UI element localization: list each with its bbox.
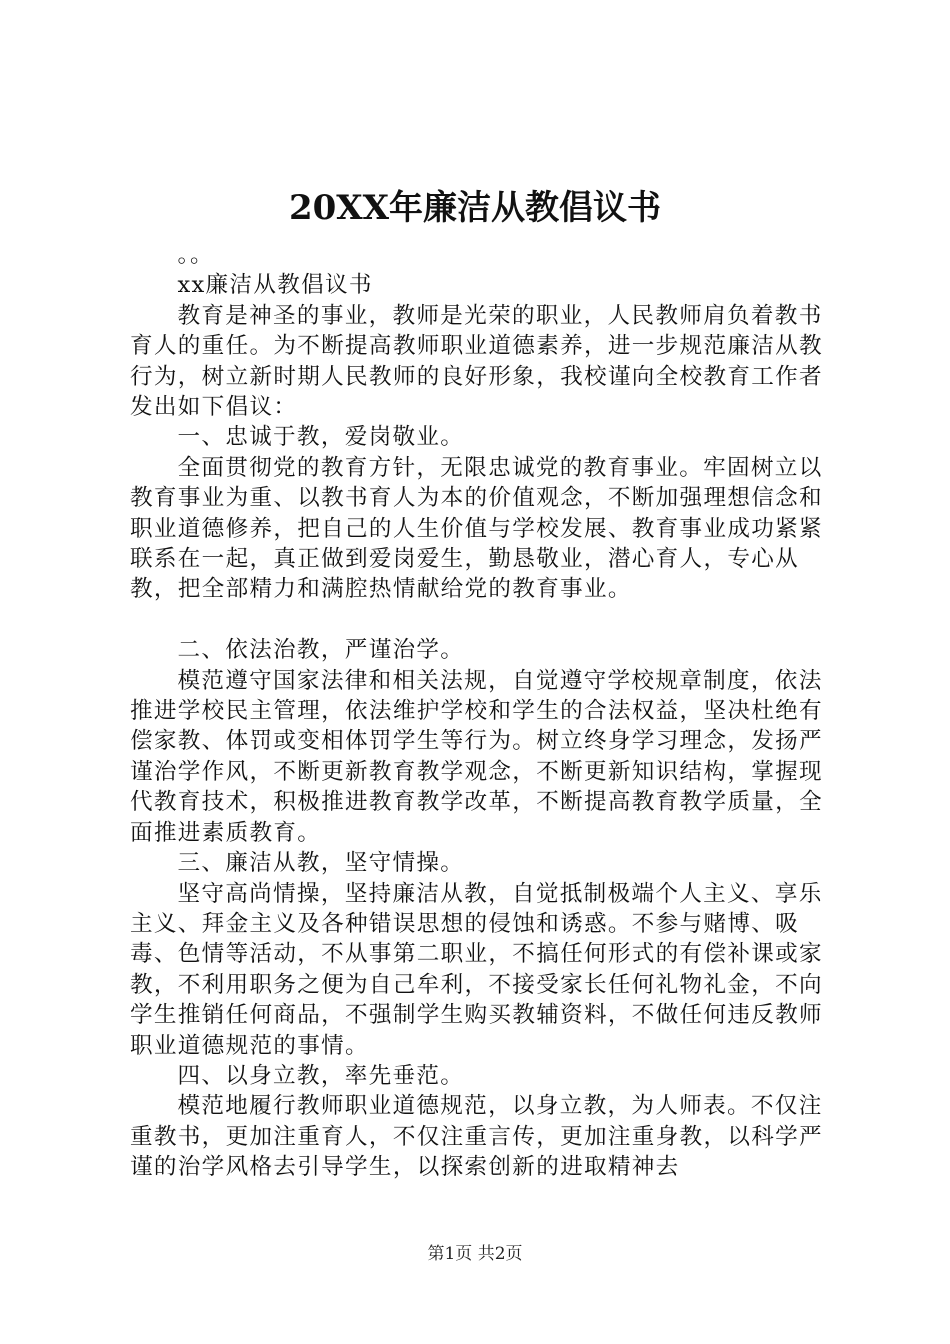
- paragraph-marks: 。。: [177, 242, 214, 268]
- document-body: [130, 240, 840, 1183]
- section-body-2: 模范遵守国家法律和相关法规，自觉遵守学校规章制度，依法推进学校民主管理，依法维护学校和学生的合法权益，坚决杜绝有偿家教、体罚或变相体罚学生等行为。树立终身学习理念，发扬严谨治学作风，不断更新教育教学观念，不断更新知识结构，掌握现代教育技术，积极推进教育教学改革，不断提高教育教学质量，全面推进素质教育。: [130, 667, 823, 846]
- document-title: 20XX年廉洁从教倡议书: [288, 188, 662, 228]
- page-footer: 第1页 共2页: [427, 1244, 523, 1264]
- section-body-3: 坚守高尚情操，坚持廉洁从教，自觉抵制极端个人主义、享乐主义、拜金主义及各种错误思想的侵蚀和诱惑。不参与赌博、吸毒、色情等活动，不从事第二职业，不搞任何形式的有偿补课或家教，不利用职务之便为自己牟利，不接受家长任何礼物礼金，不向学生推销任何商品，不强制学生购买教辅资料，不做任何违反教师职业道德规范的事情。: [130, 880, 823, 1059]
- section-body-1: 全面贯彻党的教育方针，无限忠诚党的教育事业。牢固树立以教育事业为重、以教书育人为本的价值观念，不断加强理想信念和职业道德修养，把自己的人生价值与学校发展、教育事业成功紧紧联系在一起，真正做到爱岗爱生，勤恳敬业，潜心育人，专心从教，把全部精力和满腔热情献给党的教育事业。: [130, 454, 823, 603]
- section-heading-3: 三、廉洁从教，坚守情操。: [177, 850, 465, 877]
- section-body-4: 模范地履行教师职业道德规范，以身立教，为人师表。不仅注重教书，更加注重育人，不仅注重言传，更加注重身教，以科学严谨的治学风格去引导学生，以探索创新的进取精神去: [130, 1093, 823, 1181]
- section-heading-1: 一、忠诚于教，爱岗敬业。: [177, 424, 465, 451]
- section-heading-4: 四、以身立教，率先垂范。: [177, 1062, 465, 1089]
- paragraph-subtitle: xx廉洁从教倡议书: [177, 272, 373, 299]
- paragraph-intro: 教育是神圣的事业，教师是光荣的职业，人民教师肩负着教书育人的重任。为不断提高教师职业道德素养，进一步规范廉洁从教行为，树立新时期人民教师的良好形象，我校谨向全校教育工作者发出如下倡议：: [130, 302, 823, 421]
- blank-line: [130, 605, 840, 635]
- section-heading-2: 二、依法治教，严谨治学。: [177, 637, 465, 664]
